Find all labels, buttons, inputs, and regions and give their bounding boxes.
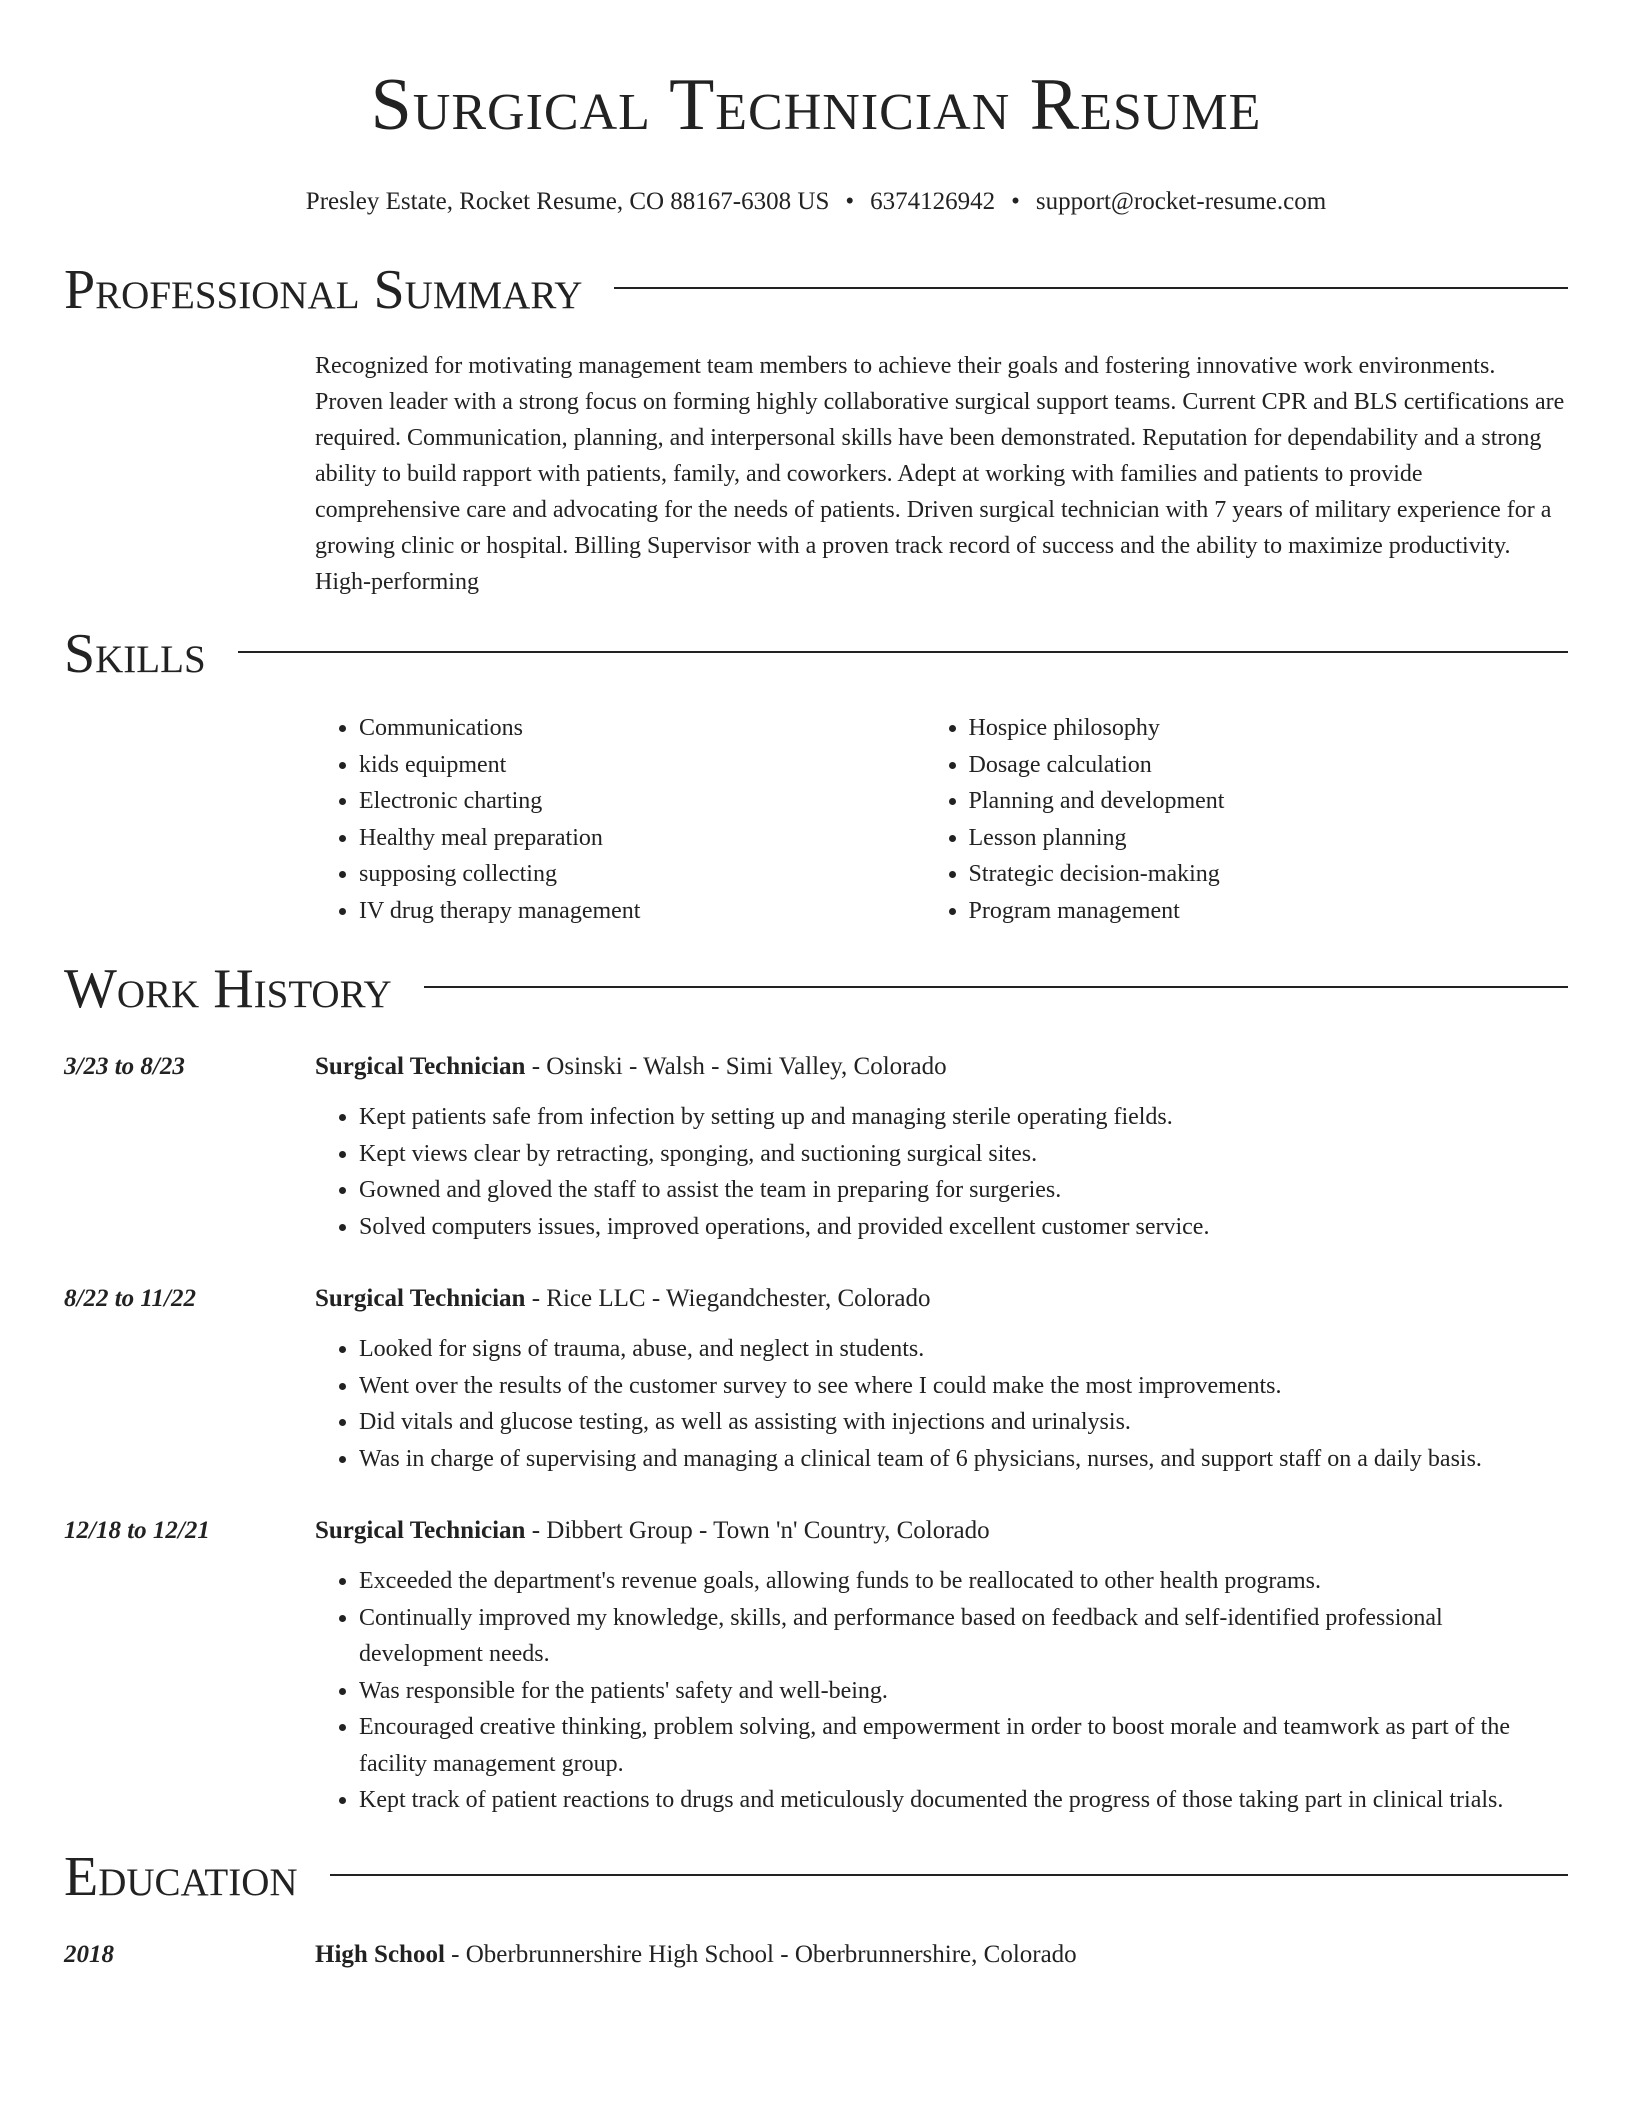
education-degree: High School xyxy=(315,1940,445,1968)
summary-heading: Professional Summary xyxy=(64,259,583,321)
job-body xyxy=(315,1279,1568,1477)
section-divider xyxy=(614,287,1568,289)
skills-column-right xyxy=(959,710,1569,929)
skill-item: • Communications xyxy=(359,710,959,747)
job-bullet: • Continually improved my knowledge, skills, and performance based on feedback and self-identified professional development needs. xyxy=(359,1600,1568,1673)
job-dates: 8/22 to 11/22 xyxy=(64,1285,196,1312)
job-bullets xyxy=(315,1099,1568,1245)
skill-item: • Program management xyxy=(969,893,1569,930)
job-role: Surgical Technician xyxy=(315,1517,526,1544)
job-details: - Rice LLC - Wiegandchester, Colorado xyxy=(525,1285,931,1312)
job-entry xyxy=(64,1279,1568,1477)
skill-item: • supposing collecting xyxy=(359,856,959,893)
job-bullet: • Was responsible for the patients' safety and well-being. xyxy=(359,1673,1568,1710)
job-bullet: • Kept track of patient reactions to drugs and meticulously documented the progress of those taking part in clinical trials. xyxy=(359,1782,1568,1819)
job-bullet: • Kept views clear by retracting, sponging, and suctioning surgical sites. xyxy=(359,1136,1568,1173)
section-divider xyxy=(424,986,1568,988)
skill-item: • Lesson planning xyxy=(969,820,1569,857)
resume-title: Surgical Technician Resume xyxy=(370,64,1262,146)
job-body xyxy=(315,1511,1568,1819)
section-divider xyxy=(238,651,1568,653)
work-heading: Work History xyxy=(64,958,392,1020)
education-heading: Education xyxy=(64,1845,298,1908)
summary-section-header xyxy=(64,258,1568,322)
skills-column-left xyxy=(315,710,959,929)
job-bullet: • Gowned and gloved the staff to assist the team in preparing for surgeries. xyxy=(359,1172,1568,1209)
section-divider xyxy=(330,1874,1568,1876)
education-details: - Oberbrunnershire High School - Oberbrunnershire, Colorado xyxy=(444,1940,1077,1968)
job-entry xyxy=(64,1511,1568,1819)
job-title-line xyxy=(315,1279,1568,1319)
skill-item: • kids equipment xyxy=(359,747,959,784)
skill-item: • Dosage calculation xyxy=(969,747,1569,784)
job-bullet: • Kept patients safe from infection by setting up and managing sterile operating fields. xyxy=(359,1099,1568,1136)
job-bullet: • Solved computers issues, improved operations, and provided excellent customer service. xyxy=(359,1209,1568,1246)
skill-item: • Hospice philosophy xyxy=(969,710,1569,747)
work-section-header xyxy=(64,957,1568,1021)
skills-heading: Skills xyxy=(64,623,206,685)
job-details: - Dibbert Group - Town 'n' Country, Colorado xyxy=(525,1517,990,1544)
job-bullets xyxy=(315,1331,1568,1477)
contact-separator: • xyxy=(845,188,855,215)
skill-item: • Healthy meal preparation xyxy=(359,820,959,857)
skill-item: • Electronic charting xyxy=(359,783,959,820)
job-title-line xyxy=(315,1511,1568,1551)
skill-item: • Planning and development xyxy=(969,783,1569,820)
job-details: - Osinski - Walsh - Simi Valley, Colorado xyxy=(525,1053,947,1080)
job-dates: 3/23 to 8/23 xyxy=(64,1053,185,1080)
education-year: 2018 xyxy=(64,1940,114,1968)
contact-separator: • xyxy=(1011,188,1020,215)
job-role: Surgical Technician xyxy=(315,1053,526,1080)
job-title-line xyxy=(315,1047,1568,1087)
job-body xyxy=(315,1047,1568,1245)
job-bullet: • Went over the results of the customer survey to see where I could make the most improvements. xyxy=(359,1368,1568,1405)
job-bullet: • Encouraged creative thinking, problem solving, and empowerment in order to boost morale and teamwork as part of the facility management group. xyxy=(359,1709,1568,1782)
skills-section-header xyxy=(64,622,1568,686)
contact-phone: 6374126942 xyxy=(870,188,996,215)
job-bullets xyxy=(315,1563,1568,1819)
contact-address: Presley Estate, Rocket Resume, CO 88167-6308 US xyxy=(305,188,830,215)
contact-line xyxy=(64,184,1568,220)
education-entry xyxy=(64,1935,1568,1975)
education-section-header xyxy=(64,1845,1568,1909)
job-role: Surgical Technician xyxy=(315,1285,526,1312)
work-history-list xyxy=(64,1047,1568,1819)
job-dates: 12/18 to 12/21 xyxy=(64,1517,210,1544)
summary-text: Recognized for motivating management team members to achieve their goals and fostering innovative work environments. Proven leader with a strong focus on forming highly collaborative surgical support teams. Current CPR and BLS certifications are required. Communication, planning, and interpersonal skills have been demonstrated. Reputation for dependability and a strong ability to build rapport with patients, family, and coworkers. Adept at working with families and patients to provide comprehensive care and advocating for the needs of patients. Driven surgical technician with 7 years of military experience for a growing clinic or hospital. Billing Supervisor with a proven track record of success and the ability to maximize productivity. High-performing xyxy=(315,353,1565,595)
job-bullet: • Looked for signs of trauma, abuse, and neglect in students. xyxy=(359,1331,1568,1368)
job-bullet: • Did vitals and glucose testing, as well as assisting with injections and urinalysis. xyxy=(359,1404,1568,1441)
education-line xyxy=(315,1935,1077,1975)
skill-item: • IV drug therapy management xyxy=(359,893,959,930)
job-entry xyxy=(64,1047,1568,1245)
job-bullet: • Exceeded the department's revenue goals, allowing funds to be reallocated to other health programs. xyxy=(359,1563,1568,1600)
skill-item: • Strategic decision-making xyxy=(969,856,1569,893)
job-bullet: • Was in charge of supervising and managing a clinical team of 6 physicians, nurses, and support staff on a daily basis. xyxy=(359,1441,1568,1478)
skills-grid xyxy=(315,710,1568,929)
contact-email: support@rocket-resume.com xyxy=(1035,188,1327,215)
